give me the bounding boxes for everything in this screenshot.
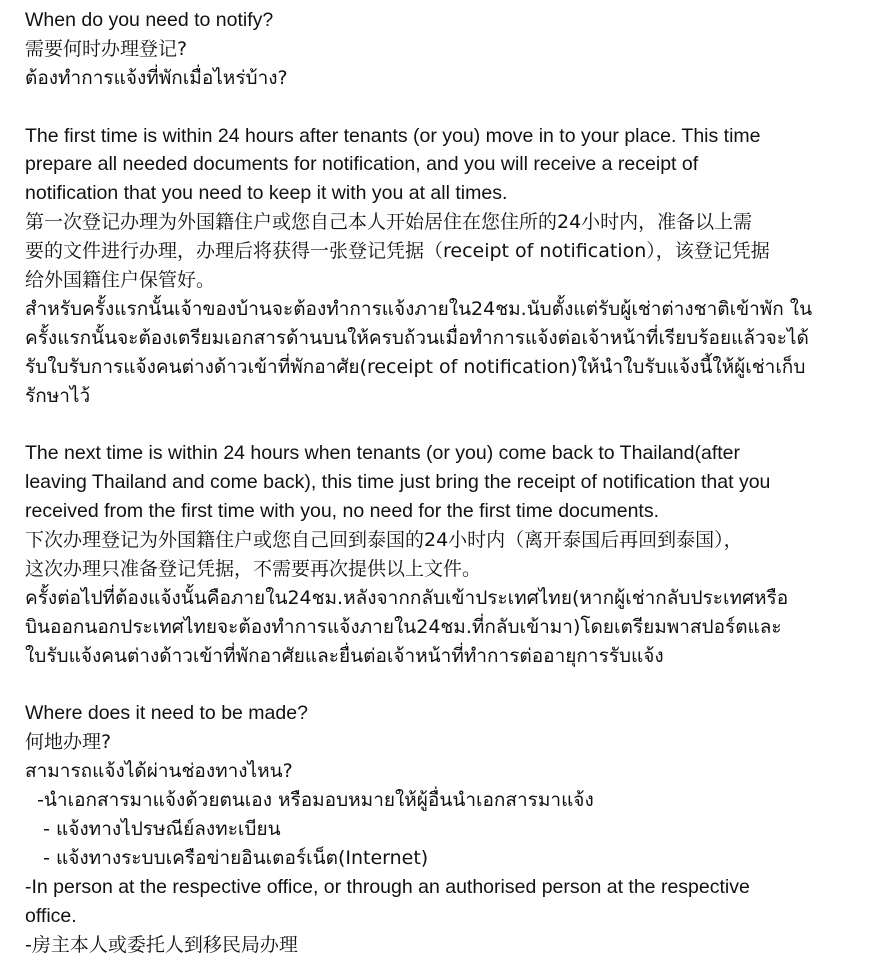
text-line: สามารถแจ้งได้ผ่านช่องทางไหน? — [25, 760, 293, 783]
text-line: 何地办理? — [25, 731, 112, 754]
text-line: รักษาไว้ — [25, 384, 91, 407]
text-line: -房主本人或委托人到移民局办理 — [25, 933, 298, 956]
paragraph-gap — [25, 670, 887, 699]
text-line: ใบรับแจ้งคนต่างด้าวเข้าที่พักอาศัยและยื่นต่อเจ้าหน้าที่ทำการต่ออายุการรับแจ้ง — [25, 644, 664, 667]
text-line: ครั้งแรกนั้นจะต้องเตรียมเอกสารด้านบนให้ครบถ้วนเมื่อทำการแจ้งต่อเจ้าหน้าที่เรียบร้อยแล้วจะได้ — [25, 326, 809, 349]
text-line: The next time is within 24 hours when tenants (or you) come back to Thailand(after — [25, 442, 740, 465]
text-line: 给外国籍住户保管好。 — [25, 269, 216, 292]
text-section — [25, 439, 887, 670]
text-section — [25, 122, 887, 411]
text-line: received from the first time with you, no need for the first time documents. — [25, 500, 660, 523]
text-line: 这次办理只准备登记凭据，不需要再次提供以上文件。 — [25, 557, 482, 580]
text-line: -นำเอกสารมาแจ้งด้วยตนเอง หรือมอบหมายให้ผู้อื่นนำเอกสารมาแจ้ง — [25, 789, 594, 812]
text-line: 要的文件进行办理，办理后将获得一张登记凭据（receipt of notification），该登记凭据 — [25, 240, 770, 263]
text-line: - แจ้งทางระบบเครือข่ายอินเตอร์เน็ต(Internet) — [25, 846, 429, 869]
text-line: ต้องทำการแจ้งที่พักเมื่อไหร่บ้าง? — [25, 66, 288, 89]
text-line: office. — [25, 904, 77, 927]
text-line: สำหรับครั้งแรกนั้นเจ้าของบ้านจะต้องทำการแจ้งภายใน24ชม.นับตั้งแต่รับผู้เช่าต่างชาติเข้าพัก ใน — [25, 297, 813, 320]
text-line: -In person at the respective office, or through an authorised person at the respective — [25, 875, 750, 898]
text-line: 需要何时办理登记? — [25, 37, 188, 60]
paragraph-gap — [25, 410, 887, 439]
paragraph-gap — [25, 93, 887, 122]
text-section — [25, 6, 887, 93]
text-line: prepare all needed documents for notification, and you will receive a receipt of — [25, 153, 699, 176]
text-line: The first time is within 24 hours after tenants (or you) move in to your place. This time — [25, 124, 761, 147]
document-body — [25, 6, 887, 959]
text-line: 下次办理登记为外国籍住户或您自己回到泰国的24小时内（离开泰国后再回到泰国）， — [25, 529, 743, 552]
text-line: - แจ้งทางไปรษณีย์ลงทะเบียน — [25, 817, 281, 840]
text-line: leaving Thailand and come back), this time just bring the receipt of notification that you — [25, 471, 771, 494]
text-line: ครั้งต่อไปที่ต้องแจ้งนั้นคือภายใน24ชม.หลังจากกลับเข้าประเทศไทย(หากผู้เช่ากลับประเทศหรือ — [25, 586, 789, 609]
text-line: Where does it need to be made? — [25, 702, 308, 725]
text-section — [25, 699, 887, 959]
text-line: บินออกนอกประเทศไทยจะต้องทำการแจ้งภายใน24ชม.ที่กลับเข้ามา)โดยเตรียมพาสปอร์ตและ — [25, 615, 782, 638]
text-line: 第一次登记办理为外国籍住户或您自己本人开始居住在您住所的24小时内，准备以上需 — [25, 211, 753, 234]
text-line: When do you need to notify? — [25, 9, 274, 31]
text-line: notification that you need to keep it with you at all times. — [25, 182, 508, 205]
text-line: รับใบรับการแจ้งคนต่างด้าวเข้าที่พักอาศัย(receipt of notification)ให้นำใบรับแจ้งนี้ให้ผู้เช่าเก็บ — [25, 355, 806, 378]
